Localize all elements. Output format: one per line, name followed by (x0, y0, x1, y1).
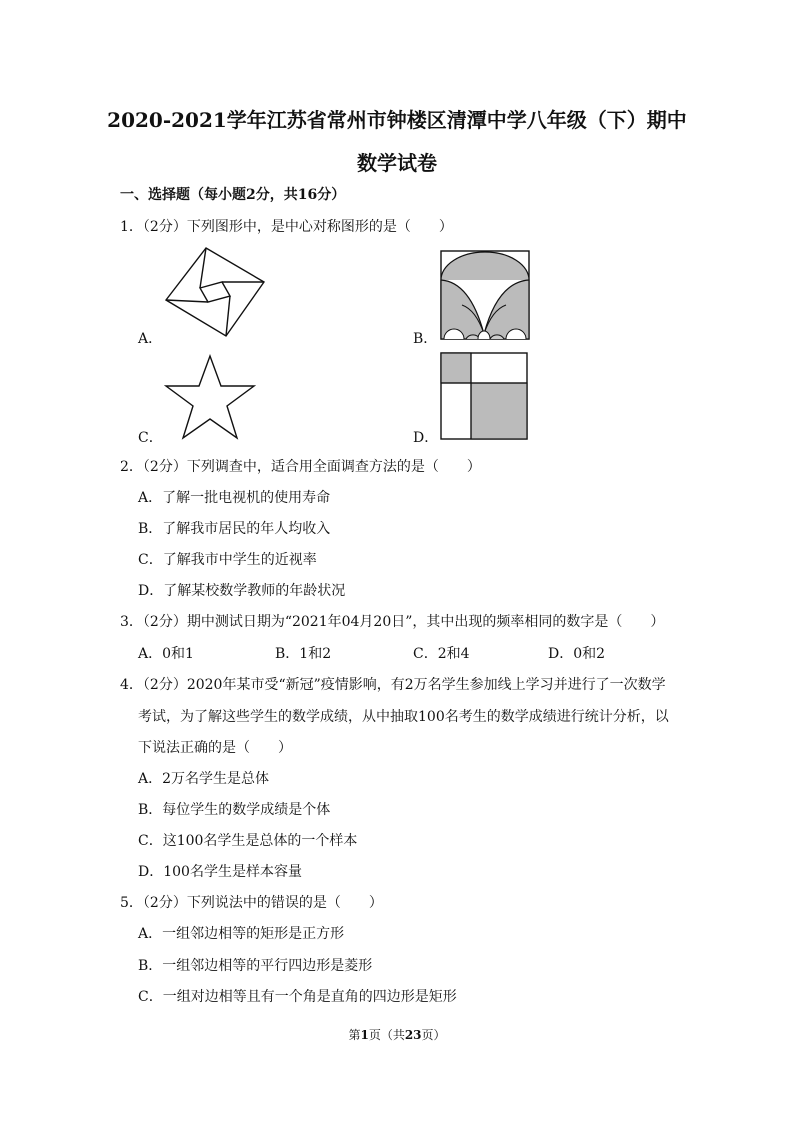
q5-stem: 5．（2分）下列说法中的错误的是（ ） (120, 895, 383, 911)
q5-option-b: B．一组邻边相等的平行四边形是菱形 (138, 958, 373, 974)
q1-option-a: A． (138, 331, 163, 347)
footer-suffix: 页） (421, 1028, 446, 1042)
figure-a-pinwheel-square (164, 246, 266, 338)
q1-stem: 1．（2分）下列图形中，是中心对称图形的是（ ） (120, 219, 453, 235)
q4-stem-line1: 4．（2分）2020年某市受“新冠”疫情影响，有2万名学生参加线上学习并进行了一次数学 (120, 677, 666, 693)
q3-option-a: A．0和1 (138, 646, 194, 662)
q3-option-d: D．0和2 (548, 646, 606, 662)
q1-option-c: C． (138, 430, 163, 446)
q3-option-b: B．1和2 (275, 646, 332, 662)
q3-option-c: C．2和4 (413, 646, 470, 662)
q1-option-b: B． (413, 331, 438, 347)
q1-option-d: D． (413, 430, 439, 446)
figure-c-star (164, 354, 256, 440)
q5-option-a: A．一组邻边相等的矩形是正方形 (138, 926, 345, 942)
footer-page-number: 1 (360, 1028, 369, 1042)
q4-option-a: A．2万名学生是总体 (138, 771, 270, 787)
q2-option-d: D．了解某校数学教师的年龄状况 (138, 583, 346, 599)
footer-total-pages: 23 (404, 1028, 422, 1042)
q2-option-b: B．了解我市居民的年人均收入 (138, 521, 331, 537)
q2-stem: 2．（2分）下列调查中，适合用全面调查方法的是（ ） (120, 459, 481, 475)
footer-prefix: 第 (348, 1028, 361, 1042)
exam-title-line2: 数学试卷 (357, 151, 437, 175)
q4-stem-line3: 下说法正确的是（ ） (138, 740, 292, 756)
q2-option-c: C．了解我市中学生的近视率 (138, 552, 317, 568)
figure-d-split-square (440, 352, 528, 440)
q4-option-d: D．100名学生是样本容量 (138, 864, 302, 880)
q3-stem: 3．（2分）期中测试日期为“2021年04月20日”，其中出现的频率相同的数字是（ ） (120, 614, 665, 630)
q4-option-c: C．这100名学生是总体的一个样本 (138, 833, 358, 849)
q2-option-a: A．了解一批电视机的使用寿命 (138, 490, 331, 506)
page-footer (0, 1026, 794, 1043)
footer-middle: 页（共 (368, 1028, 405, 1042)
section-heading: 一、选择题（每小题2分，共16分） (120, 187, 346, 203)
q4-stem-line2: 考试，为了解这些学生的数学成绩，从中抽取100名考生的数学成绩进行统计分析，以 (138, 709, 669, 725)
q5-option-c: C．一组对边相等且有一个角是直角的四边形是矩形 (138, 989, 457, 1005)
exam-title-line1: 2020-2021学年江苏省常州市钟楼区清潭中学八年级（下）期中 (107, 108, 687, 132)
q4-option-b: B．每位学生的数学成绩是个体 (138, 802, 331, 818)
figure-b-arch-pattern (440, 250, 530, 340)
